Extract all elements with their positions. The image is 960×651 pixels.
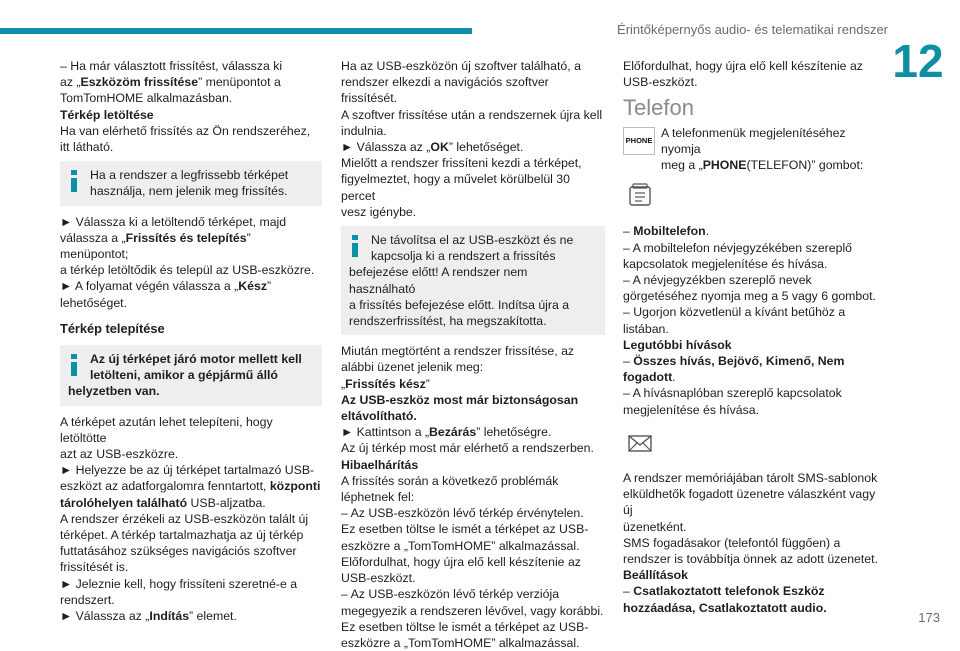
- info-text: Ha a rendszer a legfrissebb térképet: [90, 168, 289, 183]
- text-line: A frissítés során a következő problémák: [341, 473, 559, 488]
- text-line: Előfordulhat, hogy újra elő kell készítenie az: [623, 59, 863, 73]
- info-icon: [71, 354, 77, 376]
- text-line: tárolóhelyen található USB-aljzatba.: [60, 495, 266, 510]
- text-line: eszközt az adatforgalomra fenntartott, központi: [60, 479, 321, 494]
- text-line: indulnia.: [341, 123, 387, 138]
- text-line: léphetnek fel:: [341, 490, 415, 505]
- text-line: kapcsolatok megjelenítése és hívása.: [623, 256, 828, 271]
- text-line: Ez esetben töltse le ismét a térképet az USB-: [341, 522, 589, 537]
- text-line: USB-eszközt.: [341, 571, 416, 586]
- text-line: A szoftver frissítése után a rendszernek újra kell: [341, 107, 603, 122]
- text-line: üzenetként.: [623, 519, 687, 534]
- column-3: [623, 58, 885, 616]
- text-line: rendszer is továbbítja önnek az adott üzenetet.: [623, 552, 878, 567]
- envelope-icon: [623, 430, 657, 458]
- info-note: [341, 226, 605, 335]
- text-line: – Ugorjon közvetlenül a kívánt betűhöz a: [623, 305, 846, 320]
- text-line: – Összes hívás, Bejövő, Kimenő, Nem: [623, 354, 845, 369]
- page-header-title: Érintőképernyős audio- és telematikai rendszer: [617, 22, 888, 37]
- column-2: [341, 58, 605, 651]
- info-note: [60, 161, 322, 205]
- text-line: a térkép letöltődik és települ az USB-eszközre.: [60, 263, 315, 278]
- text-line: figyelmeztet, hogy a művelet körülbelül 30 percet: [341, 172, 570, 203]
- text-line: Mielőtt a rendszer frissíteni kezdi a térképet,: [341, 156, 582, 171]
- text-line: „Frissítés kész”: [341, 376, 430, 391]
- text-line: A telefonmenük megjelenítéséhez nyomja: [661, 125, 846, 156]
- text-line: ► A folyamat végén válassza a „Kész”: [60, 279, 272, 294]
- text-line: térképet. A térkép tartalmazhatja az új térkép: [60, 528, 304, 543]
- warning-note: [60, 345, 322, 406]
- text-line: ► Válassza ki a letöltendő térképet, majd: [60, 214, 287, 229]
- text-line: Ha az USB-eszközön új szoftver található, a: [341, 59, 581, 73]
- text-line: fogadott.: [623, 370, 676, 385]
- chapter-number: 12: [892, 35, 944, 87]
- text-line: – A mobiltelefon névjegyzékében szereplő: [623, 240, 853, 255]
- heading-map-install: Térkép telepítése: [60, 320, 165, 336]
- text-line: – Mobiltelefon.: [623, 224, 710, 239]
- text-line: azt az USB-eszközre.: [60, 447, 179, 462]
- text-line: – A hívásnaplóban szereplő kapcsolatok: [623, 386, 842, 401]
- text-line: rendszert.: [60, 592, 115, 607]
- subheading-map-download: Térkép letöltése: [60, 107, 154, 122]
- text-line: eszközre a „TomTomHOME” alkalmazással.: [341, 635, 580, 650]
- column-1: [60, 58, 322, 624]
- text-line: eszközre a „TomTomHOME” alkalmazással.: [341, 538, 580, 553]
- top-accent-bar: [0, 28, 472, 34]
- page-number: 173: [918, 610, 940, 625]
- subheading-recent-calls: Legutóbbi hívások: [623, 337, 732, 352]
- info-text: befejezése előtt! A rendszer nem használható: [349, 265, 528, 296]
- text-line: vesz igénybe.: [341, 204, 417, 219]
- text-line: A rendszer érzékeli az USB-eszközön talált új: [60, 511, 309, 526]
- text-line: – Csatlakoztatott telefonok Eszköz: [623, 584, 825, 599]
- subheading-troubleshooting: Hibaelhárítás: [341, 457, 419, 472]
- text-line: Ha van elérhető frissítés az Ön rendszeréhez,: [60, 123, 311, 138]
- subheading-settings: Beállítások: [623, 568, 688, 583]
- info-text: helyzetben van.: [68, 384, 160, 399]
- text-line: görgetéséhez nyomja meg a 5 vagy 6 gombot.: [623, 289, 876, 304]
- info-text: kapcsolja ki a rendszert a frissítés: [371, 249, 556, 264]
- info-text: Ne távolítsa el az USB-eszközt és ne: [371, 233, 574, 248]
- text-line: USB-eszközt.: [623, 75, 698, 90]
- text-line: TomTomHOME alkalmazásban.: [60, 91, 233, 106]
- text-line: Miután megtörtént a rendszer frissítése, az: [341, 344, 575, 359]
- text-line: válassza a „Frissítés és telepítés” menüpontot;: [60, 230, 251, 262]
- info-icon: [352, 235, 358, 257]
- text-line: Az USB-eszköz most már biztonságosan: [341, 392, 579, 407]
- text-line: – A névjegyzékben szereplő nevek: [623, 273, 812, 288]
- text-line: meg a „PHONE(TELEFON)” gombot:: [661, 158, 864, 173]
- text-line: eltávolítható.: [341, 409, 417, 424]
- text-line: ► Kattintson a „Bezárás” lehetőségre.: [341, 425, 552, 440]
- text-line: A rendszer memóriájában tárolt SMS-sablonok: [623, 471, 878, 486]
- text-line: megegyezik a rendszeren lévővel, vagy korábbi.: [341, 603, 604, 618]
- text-line: elküldhetők fogadott üzenetre válaszként vagy új: [623, 487, 876, 518]
- phone-instruction: [623, 125, 885, 174]
- info-text: letölteni, amikor a gépjármű álló: [90, 368, 278, 383]
- text-line: ► Válassza az „OK” lehetőséget.: [341, 140, 524, 155]
- phone-button-icon: PHONE: [623, 127, 655, 155]
- info-text: rendszerfrissítést, ha megszakította.: [349, 314, 547, 329]
- text-line: Ez esetben töltse le ismét a térképet az USB-: [341, 619, 589, 634]
- text-line: alábbi üzenet jelenik meg:: [341, 360, 484, 375]
- text-line: ► Helyezze be az új térképet tartalmazó USB-: [60, 463, 315, 478]
- text-line: ► Válassza az „Indítás” elemet.: [60, 609, 237, 624]
- text-line: rendszer elkezdi a navigációs szoftver frissítését.: [341, 75, 549, 106]
- text-line: futtatásához szükséges navigációs szoftver: [60, 544, 297, 559]
- text-line: megjelenítése és hívása.: [623, 402, 760, 417]
- text-line: A térképet azután lehet telepíteni, hogy letöltötte: [60, 414, 273, 445]
- info-text: Az új térképet járó motor mellett kell: [90, 352, 302, 367]
- text-line: frissítését is.: [60, 560, 129, 575]
- info-text: használja, nem jelenik meg frissítés.: [90, 184, 288, 199]
- text-line: ► Jeleznie kell, hogy frissíteni szeretné-e a: [60, 576, 298, 591]
- text-line: – Az USB-eszközön lévő térkép érvénytelen.: [341, 506, 584, 521]
- text-line: hozzáadása, Csatlakoztatott audio.: [623, 600, 827, 615]
- text-line: az „Eszközöm frissítése” menüpontot a: [60, 75, 281, 90]
- text-line: Az új térkép most már elérhető a rendszerben.: [341, 441, 594, 456]
- text-line: listában.: [623, 321, 669, 336]
- text-line: Előfordulhat, hogy újra elő kell készítenie az: [341, 554, 581, 569]
- text-line: – Ha már választott frissítést, válassza ki: [60, 59, 283, 73]
- text-line: SMS fogadásakor (telefontól függően) a: [623, 535, 841, 550]
- text-line: lehetőséget.: [60, 295, 128, 310]
- text-line: itt látható.: [60, 140, 114, 155]
- section-heading-telefon: Telefon: [623, 95, 694, 121]
- info-icon: [71, 170, 77, 192]
- text-line: – Az USB-eszközön lévő térkép verziója: [341, 587, 560, 602]
- contacts-book-icon: [623, 183, 657, 211]
- info-text: a frissítés befejezése előtt. Indítsa újra a: [349, 297, 570, 312]
